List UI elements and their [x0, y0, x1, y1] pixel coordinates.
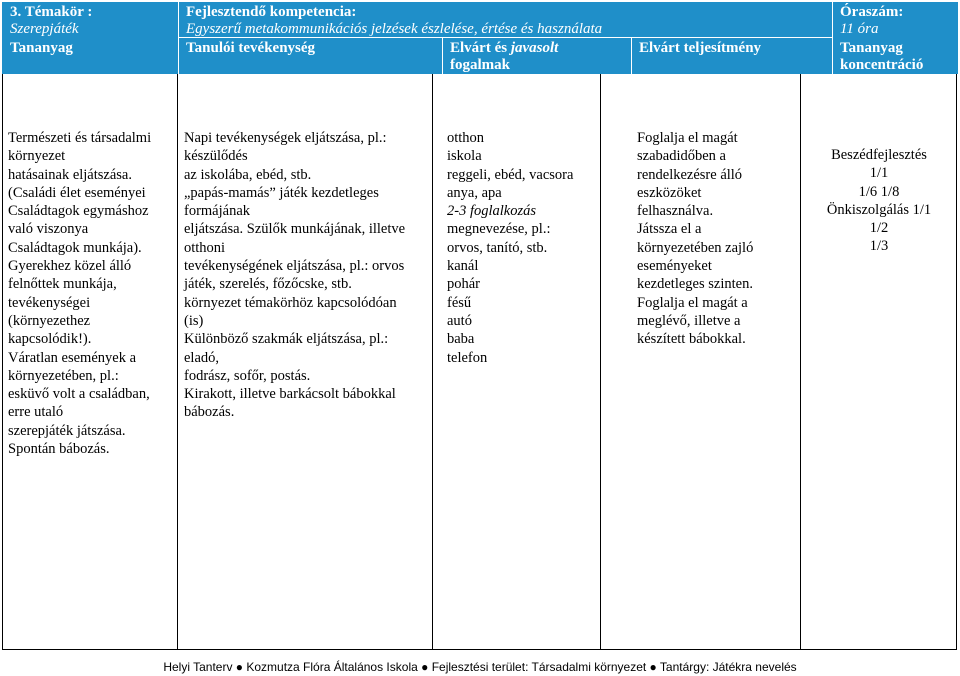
- text-line: felhasználva.: [637, 203, 714, 220]
- column-header-tananyag: Tananyag: [10, 40, 73, 56]
- text-line: otthon: [447, 130, 485, 146]
- text-line: Családtagok munkája).: [8, 239, 142, 256]
- cell-teljesitmeny: [637, 129, 753, 349]
- text-line: felnőttek munkája,: [8, 276, 117, 293]
- column-divider: [600, 74, 601, 650]
- text-line: tevékenységei: [8, 294, 91, 311]
- text-line: iskola: [447, 148, 482, 165]
- text-line: (is): [184, 312, 204, 329]
- text-line: Gyerekhez közel álló: [8, 258, 132, 275]
- text-line: esküvő volt a családban,: [8, 386, 150, 403]
- text-line: eseményeket: [637, 258, 712, 275]
- text-line: bábozás.: [184, 404, 235, 421]
- cell-fogalmak: [447, 129, 573, 367]
- text-line: reggeli, ebéd, vacsora: [447, 166, 574, 183]
- text-line: kapcsolódik!).: [8, 331, 92, 348]
- text-line: Családtagok egymáshoz: [8, 203, 149, 220]
- cell-tevekenyseg: [184, 129, 405, 422]
- text-line: pohár: [447, 276, 481, 293]
- header-col-divider: [178, 2, 179, 74]
- text-line: Kirakott, illetve barkácsolt bábokkal: [184, 386, 396, 403]
- text-line: Különböző szakmák eljátszása, pl.:: [184, 331, 389, 348]
- text-line: anya, apa: [447, 184, 502, 201]
- text-line: hatásainak eljátszása.: [8, 166, 132, 183]
- text-line: Természeti és társadalmi: [8, 130, 152, 146]
- cell-koncentracio: [801, 146, 957, 256]
- text-line: környezetében zajló: [637, 239, 754, 256]
- table-header: [2, 2, 958, 74]
- text-line: játék, szerelés, főzőcske, stb.: [184, 276, 352, 293]
- text-line: formájának: [184, 203, 251, 220]
- text-line: való viszonya: [8, 221, 89, 238]
- text-line: megnevezése, pl.:: [447, 221, 551, 238]
- text-line: otthoni: [184, 239, 226, 256]
- text-line: 1/2: [869, 220, 889, 237]
- text-line: erre utaló: [8, 404, 64, 421]
- text-line: (Családi élet eseményei: [8, 184, 146, 201]
- text-line: telefon: [447, 349, 488, 366]
- text-line: autó: [447, 312, 472, 329]
- text-line: 2-3 foglalkozás: [447, 203, 537, 220]
- text-line: 1/6 1/8: [858, 183, 900, 200]
- column-header-teljesitmeny: Elvárt teljesítmény: [639, 40, 762, 56]
- cell-tananyag: [8, 129, 151, 458]
- text-line: Önkiszolgálás 1/1: [826, 201, 932, 218]
- competence-value: Egyszerű metakommunikációs jelzések észlelése, értése és használata: [186, 21, 603, 37]
- text-line: orvos, tanító, stb.: [447, 239, 548, 256]
- text-line: Spontán bábozás.: [8, 441, 110, 458]
- text-line: 1/3: [869, 238, 889, 255]
- text-line: környezet témakörhöz kapcsolódóan: [184, 294, 397, 311]
- text-line: „papás-mamás” játék kezdetleges: [184, 184, 379, 201]
- text-line: eszközöket: [637, 184, 702, 201]
- text-line: eljátszása. Szülők munkájának, illetve: [184, 221, 406, 238]
- text-line: az iskolába, ebéd, stb.: [184, 166, 312, 183]
- text-line: környezetében, pl.:: [8, 367, 119, 384]
- competence-label: Fejlesztendő kompetencia:: [186, 4, 357, 20]
- text-line: Váratlan események a: [8, 349, 137, 366]
- header-col-divider: [631, 38, 632, 74]
- text-line: Napi tevékenységek eljátszása, pl.:: [184, 130, 387, 146]
- column-divider: [177, 74, 178, 650]
- hours-value: 11 óra: [840, 21, 879, 37]
- text-line: rendelkezésre álló: [637, 166, 743, 183]
- topic-name: Szerepjáték: [10, 21, 79, 37]
- column-divider: [432, 74, 433, 650]
- text-line: Foglalja el magát: [637, 130, 738, 146]
- text-line: fésű: [447, 294, 472, 311]
- topic-number: 3. Témakör :: [10, 4, 93, 20]
- text-line: fodrász, sofőr, postás.: [184, 367, 311, 384]
- text-line: kanál: [447, 258, 479, 275]
- text-line: eladó,: [184, 349, 220, 366]
- header-col-divider: [832, 2, 833, 74]
- text-line: környezet: [8, 148, 66, 165]
- header-col-divider: [442, 38, 443, 74]
- text-line: baba: [447, 331, 475, 348]
- text-line: szabadidőben a: [637, 148, 726, 165]
- column-header-fogalmak-part1: Elvárt és: [450, 40, 508, 56]
- text-line: készülődés: [184, 148, 248, 165]
- column-header-fogalmak-part2: javasolt: [510, 40, 559, 56]
- text-line: szerepjáték játszása.: [8, 422, 126, 439]
- column-header-koncentracio: Tananyag: [840, 40, 903, 56]
- text-line: 1/1: [869, 165, 889, 182]
- text-line: Beszédfejlesztés: [831, 147, 927, 163]
- column-header-koncentracio-line2: koncentráció: [840, 57, 924, 73]
- text-line: készített bábokkal.: [637, 331, 746, 348]
- text-line: tevékenységének eljátszása, pl.: orvos: [184, 258, 405, 275]
- column-header-tevekenyseg: Tanulói tevékenység: [186, 40, 316, 56]
- column-header-fogalmak-line2: fogalmak: [450, 57, 510, 73]
- text-line: Foglalja el magát a: [637, 294, 748, 311]
- hours-label: Óraszám:: [840, 4, 904, 20]
- text-line: (környezethez: [8, 312, 91, 329]
- text-line: kezdetleges szinten.: [637, 276, 753, 293]
- page-footer: Helyi Tanterv ● Kozmutza Flóra Általános Iskola ● Fejlesztési terület: Társadalmi környezet ● Tantárgy: Játékra nevelés: [163, 660, 797, 674]
- column-header-fogalmak: [450, 40, 558, 57]
- text-line: meglévő, illetve a: [637, 312, 741, 329]
- text-line: Játssza el a: [637, 221, 702, 238]
